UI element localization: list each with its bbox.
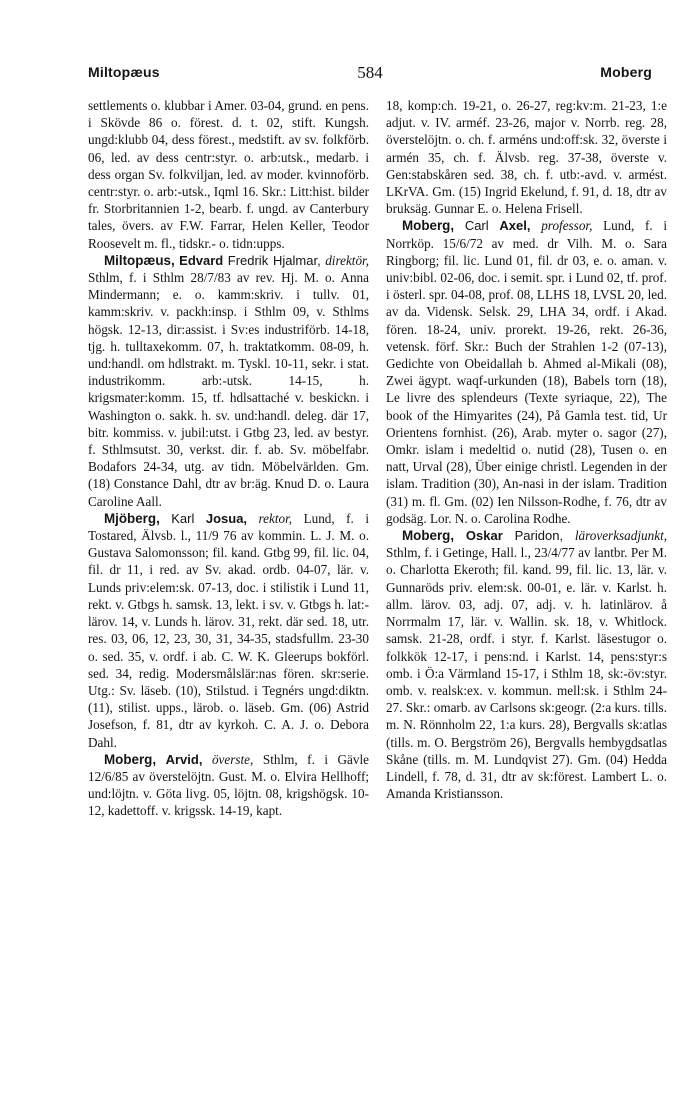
entry-given-name: Paridon, — [514, 528, 564, 544]
entry-text: Sthlm, f. i Getinge, Hall. l., 23/4/77 av lantbr. Per M. o. Charlotta Ekeroth; fil. kand. 99, fil. lic. 13, lär. v. Gunnaröds priv. elem:sk. 00-01, e. lär. v. Karlst. h. allm. lärov. 03, adj. 07, adj. v. h. latinlärov. å Norrmalm 17, lär. v. Wallin. sk. 18, v. Whitlock. samsk. 21-28, ordf. i styr. f. Karlst. läsestugor o. folkkök 12-17, i pens:nd. i Karlst. 14, pens:styr:s omb. i Ö:a Värmland 15-17, i Sthlm 18, sk:-öv:styr. omb. v. realsk:ex. v. kommun. mell:sk. i Sthlm 24-27. Skr.: omarb. av Carlsons sk:geogr. (2:a kurs. tills. m. N. Rönnholm 22, 1:a kurs. 28), Bergvalls sk:atlas (tills. m. O. Bergström 26), Bergvalls hembygdsatlas Skåne (tills. m. M. Lundqvist 27). Gm. (04) Hedda Lindell, f. 78, d. 31, dtr av sk:förest. Lambert L. o. Amanda Kristiansson. — [386, 545, 667, 802]
entry-occupation: direktör, — [325, 252, 370, 268]
running-head-left: Miltopæus — [88, 64, 160, 80]
entry-occupation: rektor, — [258, 510, 293, 526]
biography-entry — [386, 217, 667, 527]
entry-given-name-primary: Axel, — [499, 218, 531, 234]
right-column — [386, 97, 667, 802]
entry-occupation: överste, — [211, 751, 254, 767]
entry-occupation: professor, — [541, 218, 593, 234]
biography-entry — [88, 510, 369, 751]
entry-given-name-primary: Arvid, — [165, 751, 203, 767]
continued-entry-text: settlements o. klubbar i Amer. 03-04, grund. en pens. i Skövde 86 o. förest. d. t. 02, stift. Kungsh. ungd:klubb 04, dess förest., medstift. av sv. folkförb. 06, led. av dess centr:styr. o. arb:utsk., medarb. i dess organ Sv. folkviljan, led. av moder. kvinnoförb. centr:styr. o. arb:-utsk., Iqml 16. Skr.: Litt:hist. bilder fr. Storbritannien 1-2, bearb. f. ungd. av Canterbury tales, övers. av F.W. Farrar, Helen Keller, Teodor Roosevelt m. fl., tidskr.- o. tidn:upps. — [88, 98, 369, 251]
entry-given-name: Carl — [464, 218, 489, 234]
running-head-right: Moberg — [600, 64, 652, 80]
left-column — [88, 97, 369, 820]
entry-given-name-primary: Edvard — [179, 252, 224, 268]
entry-given-name: Fredrik Hjalmar, — [227, 252, 321, 268]
entry-surname: Moberg, — [402, 218, 455, 234]
continued-entry-text: 18, komp:ch. 19-21, o. 26-27, reg:kv:m. 21-23, 1:e adjut. v. IV. arméf. 23-26, major v. Norrb. reg. 28, överstelöjtn. o. ch. f. arméns und:off:sk. 32, överste i armén 35, ch. f. Älvsb. reg. 37-38, överste v. Gen:stabskåren sed. 38, ch. f. utb:-avd. v. armést. LKrVA. Gm. (15) Ingrid Ekelund, f. 91, d. 18, dtr av bruksäg. Gunnar E. o. Helena Frisell. — [386, 98, 667, 217]
entry-text: Lund, f. i Norrköp. 15/6/72 av med. dr Vilh. M. o. Sara Ringborg; fil. lic. Lund 01, fil. dr 03, e. o. aman. v. univ:bibl. 02-06, doc. i semit. spr. i Lund 02, tf. prof. i österl. spr. 04-08, prof. 08, LLHS 18, LVSL 20, led. av da. Vidensk. Selsk. 29, LHA 34, ordf. i Akad. fören. 18-24, univ. prorekt. 19-26, rekt. 26-36, vetensk. förf. Skr.: Buch der Strahlen 1-2 (07-13), Gedichte von Obeidallah b. Ahmed al-Mikali (08), Zwei ägypt. waqf-urkunden (18), Babels torn (18), Le livre des splendeurs (Texte syriaque, 22), The book of the Himyarites (24), På Gamla test. tid, Ur Orientens fornhist. (26), Arab. myter o. sagor (27), Omkr. islam i medeltid o. nutid (28), Tusen o. en natt, Urval (28), Über einige christl. Legenden in der islam. Tradition (30), An-nasi in der islam. Tradition (31) m. fl. Gm. (02) Ien Nilsson-Rodhe, f. 76, dtr av godsäg. Lor. N. o. Carolina Rodhe. — [386, 218, 668, 526]
entry-text: Sthlm, f. i Gävle 12/6/85 av överstelöjtn. Gust. M. o. Elvira Hellhoff; und:löjtn. v. Göta livg. 05, löjtn. 08, krigshögsk. 10-12, kadettoff. v. krigssk. 14-19, kapt. — [88, 751, 370, 819]
biography-entry — [386, 527, 667, 802]
page-number: 584 — [357, 63, 383, 82]
page-header — [88, 64, 652, 84]
entry-surname: Mjöberg, — [104, 510, 160, 526]
entry-given-name-primary: Oskar — [465, 528, 503, 544]
entry-surname: Moberg, — [104, 751, 157, 767]
entry-occupation: läroverksadjunkt, — [574, 528, 668, 544]
entry-text: Lund, f. i Tostared, Älvsb. l., 11/9 76 av kommin. L. J. M. o. Gustava Salomonsson; fil. kand. Gtbg 99, fil. lic. 04, fil. dr 11, i red. av Sv. akad. ordb. 04-07, lär. v. Lunds priv:elem:sk. 07-13, doc. i stilistik i Lund 11, rekt. v. Gtbgs h. samsk. 13, lekt. i sv. v. Gtbgs h. lat:-lärov. 14, v. Lunds h. lärov. 31, rekt. där sed. 18, utr. res. 03, 06, 12, 23, 30, 31, 34-35, stadsfullm. 23-30 o. sed. 35, v. ordf. i ab. C. W. K. Gleerups bokförl. sed. 34, redig. Modersmålslär:nas fören. skr:serie. Utg.: Sv. läseb. (10), Stilstud. i Tegnérs ungd:diktn. (11), stilist. upps., lärob. o. läseb. Gm. (06) Astrid Josefson, f. 81, dtr av kyrkoh. C. A. J. o. Debora Dahl. — [88, 510, 369, 750]
entry-surname: Miltopæus, — [104, 252, 175, 268]
entry-given-name-primary: Josua, — [205, 510, 248, 526]
biography-entry — [88, 252, 369, 510]
entry-given-name: Karl — [171, 510, 195, 526]
biography-entry — [88, 751, 369, 820]
entry-text: Sthlm, f. i Sthlm 28/7/83 av rev. Hj. M. o. Anna Mindermann; e. o. kamm:skriv. i tullv. 01, kamm:skriv. v. packh:insp. i Sthlm 09, v. Sthlms högsk. 12-13, dir:assist. i Sv:es industriförb. 14-18, tjg. h. tulltaxekomm. 07, h. traktatkomm. 08-09, h. und:handl. om hdlstrakt. m. Tyskl. 10-11, sekr. i stat. industrikomm. arb:-utsk. 14-15, h. krigsmater:komm. 15, tf. hdlsattaché v. beskickn. i Washington o. sakk. h. sv. und:handl. deleg. där 17, bitr. kommiss. v. jubil:utst. i Gtbg 23, led. av bestyr. f. Sthlmsutst. 30, verkst. dir. f. ab. Sv. möbelfabr. Bodafors 24-34, utg. av tidn. Möbelvärlden. Gm. (18) Constance Dahl, dtr av br:äg. Knud D. o. Laura Caroline Aall. — [88, 270, 369, 509]
entry-surname: Moberg, — [402, 528, 455, 544]
